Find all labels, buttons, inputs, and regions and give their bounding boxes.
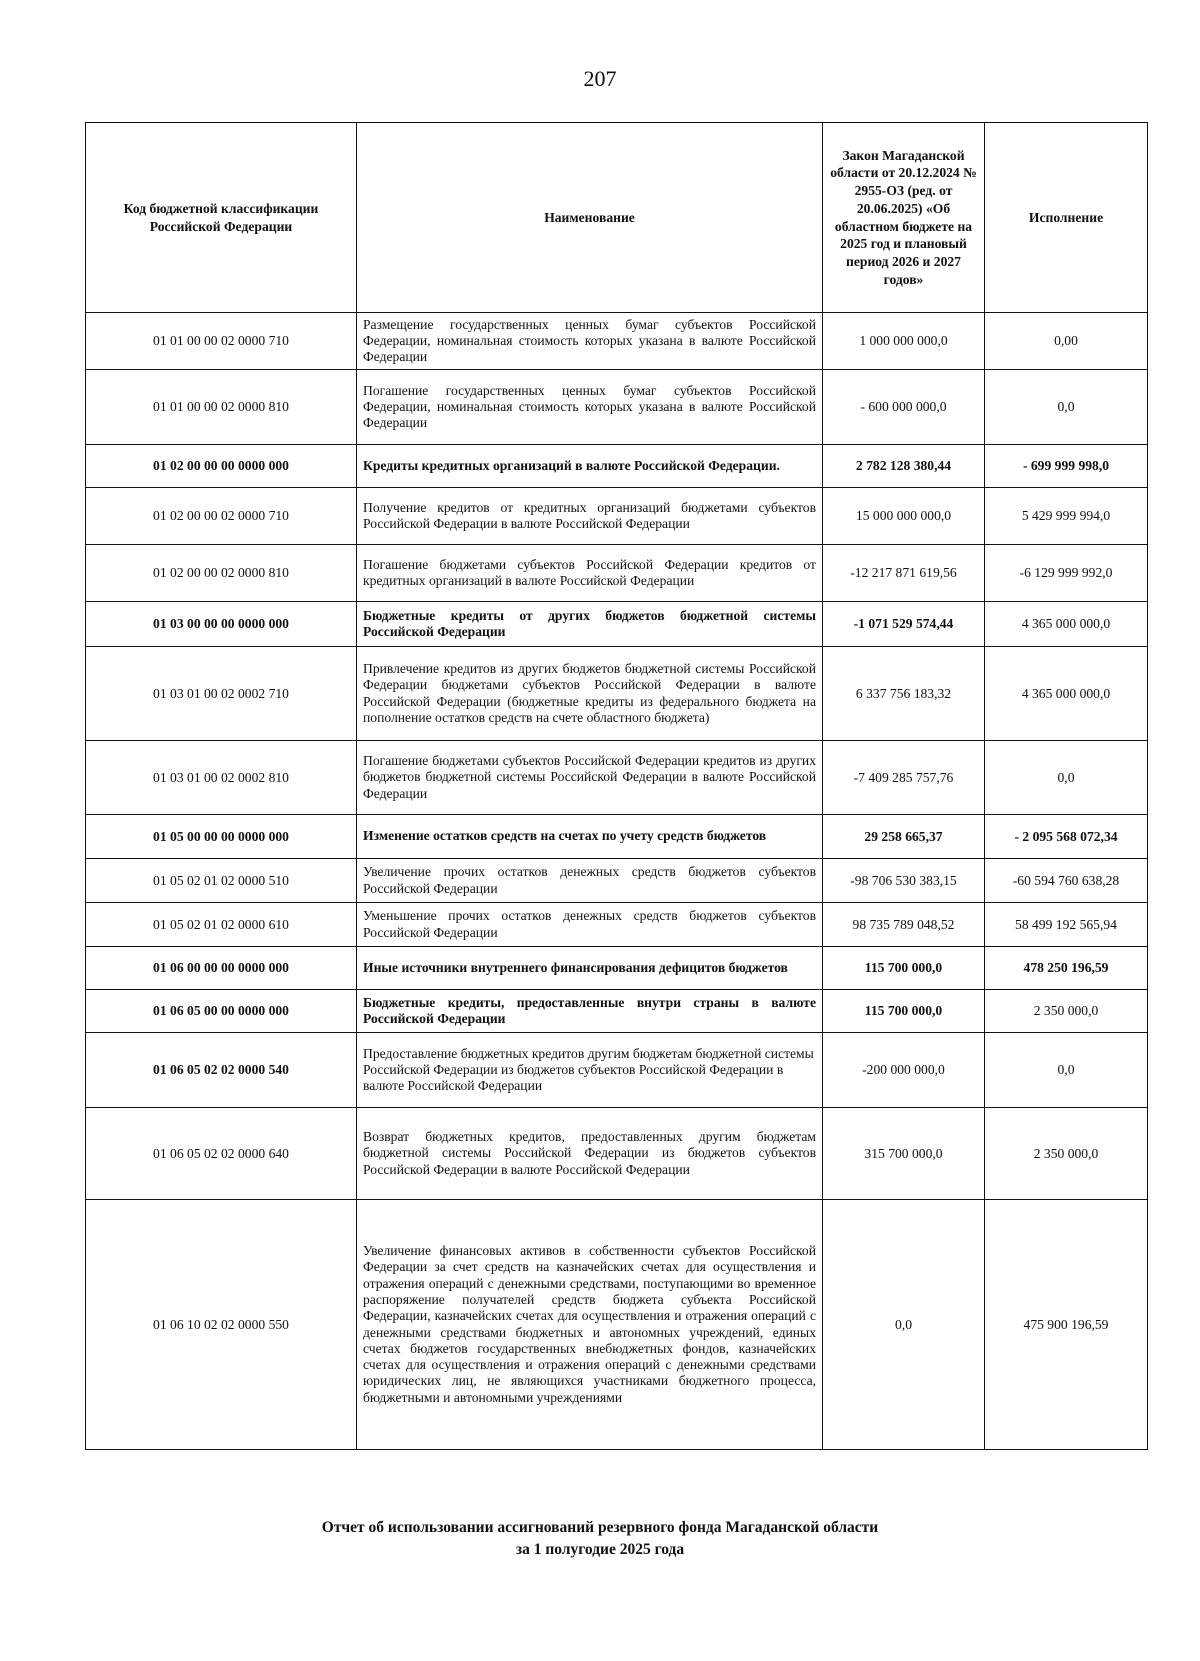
table-row xyxy=(86,445,1148,488)
table-row xyxy=(86,545,1148,602)
row-code: 01 03 00 00 00 0000 000 xyxy=(86,602,357,647)
row-code: 01 06 05 02 02 0000 640 xyxy=(86,1108,357,1200)
table-row xyxy=(86,859,1148,903)
row-name: Погашение государственных ценных бумаг субъектов Российской Федерации, номинальная стоимость которых указана в валюте Российской Федерации xyxy=(357,370,823,445)
table-row xyxy=(86,741,1148,815)
row-execution-value: - 699 999 998,0 xyxy=(985,445,1148,488)
header-name: Наименование xyxy=(357,123,823,313)
row-name: Погашение бюджетами субъектов Российской Федерации кредитов от кредитных организаций в валюте Российской Федерации xyxy=(357,545,823,602)
row-law-value: 15 000 000 000,0 xyxy=(823,488,985,545)
row-code: 01 06 05 02 02 0000 540 xyxy=(86,1033,357,1108)
row-execution-value: - 2 095 568 072,34 xyxy=(985,815,1148,859)
row-law-value: 115 700 000,0 xyxy=(823,990,985,1033)
table-row xyxy=(86,488,1148,545)
row-name: Предоставление бюджетных кредитов другим бюджетам бюджетной системы Российской Федерации из бюджетов субъектов Российской Федерации в валюте Российской Федерации xyxy=(357,1033,823,1108)
row-execution-value: 4 365 000 000,0 xyxy=(985,602,1148,647)
table-row xyxy=(86,903,1148,947)
row-name: Увеличение прочих остатков денежных средств бюджетов субъектов Российской Федерации xyxy=(357,859,823,903)
row-execution-value: 478 250 196,59 xyxy=(985,947,1148,990)
row-law-value: 29 258 665,37 xyxy=(823,815,985,859)
row-execution-value: 0,0 xyxy=(985,370,1148,445)
table-row xyxy=(86,1200,1148,1450)
row-code: 01 02 00 00 02 0000 810 xyxy=(86,545,357,602)
row-code: 01 01 00 00 02 0000 810 xyxy=(86,370,357,445)
row-code: 01 02 00 00 02 0000 710 xyxy=(86,488,357,545)
row-law-value: -1 071 529 574,44 xyxy=(823,602,985,647)
row-code: 01 02 00 00 00 0000 000 xyxy=(86,445,357,488)
row-law-value: -200 000 000,0 xyxy=(823,1033,985,1108)
reserve-fund-report-title xyxy=(0,1517,1200,1562)
row-law-value: 115 700 000,0 xyxy=(823,947,985,990)
row-law-value: 0,0 xyxy=(823,1200,985,1450)
row-code: 01 05 02 01 02 0000 610 xyxy=(86,903,357,947)
row-execution-value: -60 594 760 638,28 xyxy=(985,859,1148,903)
row-execution-value: 0,0 xyxy=(985,741,1148,815)
reserve-fund-title-line-1: Отчет об использовании ассигнований резервного фонда Магаданской области xyxy=(321,1519,879,1536)
row-law-value: -7 409 285 757,76 xyxy=(823,741,985,815)
row-law-value: -12 217 871 619,56 xyxy=(823,545,985,602)
row-name: Бюджетные кредиты от других бюджетов бюджетной системы Российской Федерации xyxy=(357,602,823,647)
row-name: Возврат бюджетных кредитов, предоставленных другим бюджетам бюджетной системы Российской Федерации из бюджетов субъектов Российской Федерации в валюте Российской Федерации xyxy=(357,1108,823,1200)
table-row xyxy=(86,815,1148,859)
row-execution-value: 0,00 xyxy=(985,313,1148,370)
table-row xyxy=(86,313,1148,370)
row-name: Уменьшение прочих остатков денежных средств бюджетов субъектов Российской Федерации xyxy=(357,903,823,947)
row-code: 01 05 02 01 02 0000 510 xyxy=(86,859,357,903)
row-name: Кредиты кредитных организаций в валюте Российской Федерации. xyxy=(357,445,823,488)
row-execution-value: 4 365 000 000,0 xyxy=(985,647,1148,741)
row-execution-value: -6 129 999 992,0 xyxy=(985,545,1148,602)
row-law-value: - 600 000 000,0 xyxy=(823,370,985,445)
row-law-value: 1 000 000 000,0 xyxy=(823,313,985,370)
table-row xyxy=(86,990,1148,1033)
row-code: 01 01 00 00 02 0000 710 xyxy=(86,313,357,370)
table-row xyxy=(86,947,1148,990)
row-name: Привлечение кредитов из других бюджетов бюджетной системы Российской Федерации бюджетами субъектов Российской Федерации в валюте Российской Федерации (бюджетные кредиты из федерального бюджета на пополнение остатков средств на счете областного бюджета) xyxy=(357,647,823,741)
row-code: 01 03 01 00 02 0002 810 xyxy=(86,741,357,815)
row-name: Погашение бюджетами субъектов Российской Федерации кредитов из других бюджетов бюджетной системы Российской Федерации в валюте Российской Федерации xyxy=(357,741,823,815)
header-code: Код бюджетной классификации Российской Федерации xyxy=(86,123,357,313)
reserve-fund-title-line-2: за 1 полугодие 2025 года xyxy=(515,1541,685,1559)
row-law-value: 98 735 789 048,52 xyxy=(823,903,985,947)
row-execution-value: 2 350 000,0 xyxy=(985,1108,1148,1200)
row-execution-value: 58 499 192 565,94 xyxy=(985,903,1148,947)
row-name: Бюджетные кредиты, предоставленные внутри страны в валюте Российской Федерации xyxy=(357,990,823,1033)
row-code: 01 03 01 00 02 0002 710 xyxy=(86,647,357,741)
row-name: Размещение государственных ценных бумаг субъектов Российской Федерации, номинальная стоимость которых указана в валюте Российской Федерации xyxy=(357,313,823,370)
table-header-row xyxy=(86,123,1148,313)
row-code: 01 06 10 02 02 0000 550 xyxy=(86,1200,357,1450)
row-law-value: 2 782 128 380,44 xyxy=(823,445,985,488)
table-row xyxy=(86,647,1148,741)
row-name: Иные источники внутреннего финансирования дефицитов бюджетов xyxy=(357,947,823,990)
header-law: Закон Магаданской области от 20.12.2024 № 2955-ОЗ (ред. от 20.06.2025) «Об областном бюджете на 2025 год и плановый период 2026 и 2027 годов» xyxy=(823,123,985,313)
row-law-value: 315 700 000,0 xyxy=(823,1108,985,1200)
row-code: 01 06 00 00 00 0000 000 xyxy=(86,947,357,990)
row-execution-value: 475 900 196,59 xyxy=(985,1200,1148,1450)
row-name: Получение кредитов от кредитных организаций бюджетами субъектов Российской Федерации в валюте Российской Федерации xyxy=(357,488,823,545)
row-name: Увеличение финансовых активов в собственности субъектов Российской Федерации за счет средств на казначейских счетах для осуществления и отражения операций с денежными средствами, поступающими во временное распоряжение получателей средств бюджета субъекта Российской Федерации, казначейских счетах для осуществления и отражения операций с денежными средствами бюджетных и автономных учреждений, единых счетах бюджетов государственных внебюджетных фондов, казначейских счетах для осуществления и отражения операций с денежными средствами юридических лиц, не являющихся участниками бюджетного процесса, бюджетными и автономными учреждениями xyxy=(357,1200,823,1450)
row-code: 01 06 05 00 00 0000 000 xyxy=(86,990,357,1033)
table-row xyxy=(86,370,1148,445)
row-code: 01 05 00 00 00 0000 000 xyxy=(86,815,357,859)
table-row xyxy=(86,1033,1148,1108)
page-number: 207 xyxy=(583,66,617,91)
row-law-value: -98 706 530 383,15 xyxy=(823,859,985,903)
table-row xyxy=(86,602,1148,647)
row-execution-value: 5 429 999 994,0 xyxy=(985,488,1148,545)
header-execution: Исполнение xyxy=(985,123,1148,313)
table-row xyxy=(86,1108,1148,1200)
row-name: Изменение остатков средств на счетах по учету средств бюджетов xyxy=(357,815,823,859)
row-law-value: 6 337 756 183,32 xyxy=(823,647,985,741)
sources-financing-table xyxy=(85,122,1148,1450)
row-execution-value: 2 350 000,0 xyxy=(985,990,1148,1033)
row-execution-value: 0,0 xyxy=(985,1033,1148,1108)
